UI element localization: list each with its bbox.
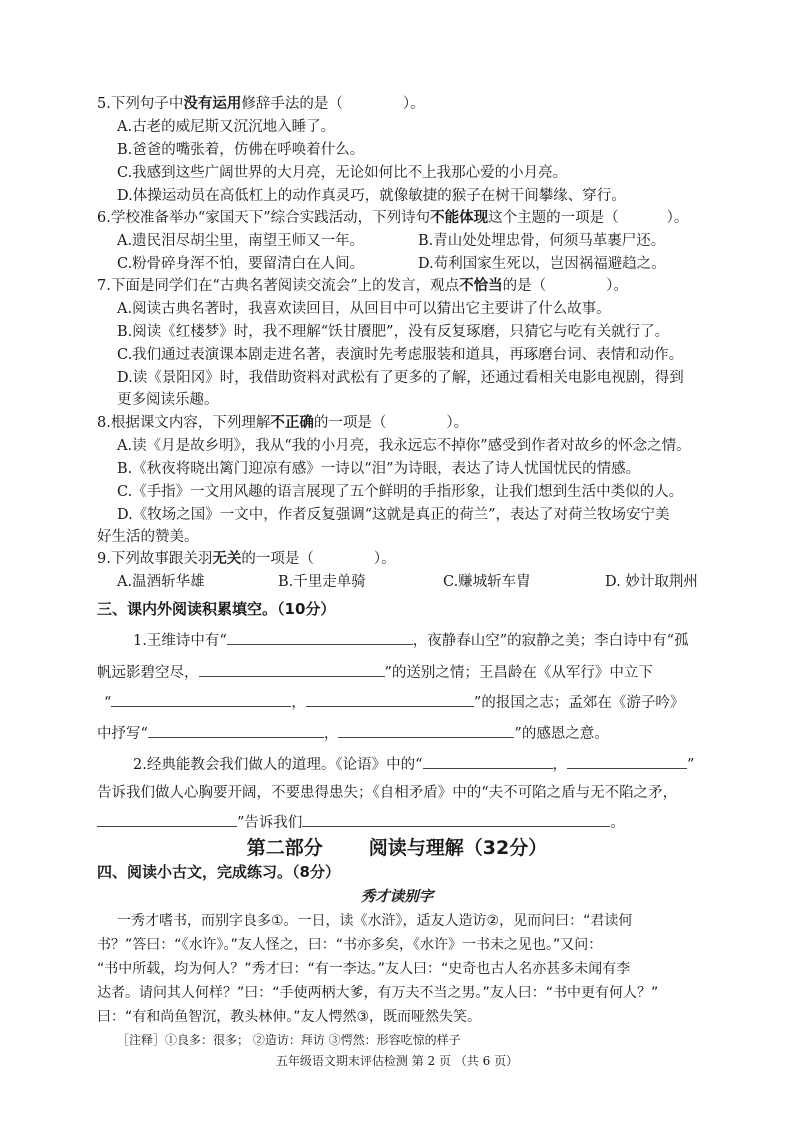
passage-title: 秀才读别字 (360, 889, 434, 905)
q8-end: ）。 (446, 415, 469, 431)
q9-keyword: 无关 (212, 551, 242, 567)
question-5 (97, 94, 425, 114)
fill-1-text-d: ”的送别之情；王昌龄在《从军行》中立下 (384, 665, 653, 681)
fill-2-text-c: ” (687, 757, 695, 773)
q6-keyword: 不能体现 (430, 210, 489, 226)
passage-line-3: “书中所载，均为何人？”秀才曰：“有一李达。”友人曰：“史奇也古人名亦甚多未闻有李 (97, 961, 631, 977)
q8-keyword: 不正确 (270, 415, 314, 431)
fill-1-line-3 (104, 692, 684, 713)
question-9 (97, 549, 396, 569)
fill-1-text-e: “ (104, 695, 112, 711)
fill-1-text-c: 帆远影碧空尽， (97, 665, 199, 681)
passage-line-2: 书？”答曰：“《水许》。”友人怪之，曰：“书亦多矣，《水许》一书未之见也。”又问： (97, 937, 603, 953)
fill-1-text-f: ， (291, 695, 306, 711)
part-2-label: 第二部分 (246, 837, 323, 859)
fill-2-text-b: ， (552, 757, 567, 773)
q9-option-a: A.温酒斩华雄 (117, 574, 205, 590)
passage-line-4: 达者。请问其人何样？”曰：“手使两柄大爹，有万夫不当之男。”友人曰：“书中更有何人？” (97, 985, 659, 1001)
q8-option-c: C.《手指》一文用风趣的语言展现了五个鲜明的手指形象，让我们想到生活中类似的人。 (117, 484, 684, 500)
q7-option-d: D.读《景阳冈》时，我借助资料对武松有了更多的了解，还通过看相关电影电视剧，得到 (117, 370, 684, 386)
q7-prefix: 7.下面是同学们在“古典名著阅读交流会”上的发言，观点 (97, 278, 460, 294)
fill-blank-3[interactable] (111, 692, 291, 707)
fill-2-text-a: 2.经典能教会我们做人的道理。《论语》中的“ (133, 757, 423, 773)
q5-keyword: 没有运用 (183, 96, 242, 112)
fill-1-text-b: ，夜静春山空”的寂静之美；李白诗中有“孤 (412, 633, 689, 649)
fill-1-text-i: ， (323, 726, 339, 742)
part-2-heading (0, 833, 794, 860)
fill-2-line-1 (133, 754, 694, 775)
fill-blank-7[interactable] (423, 754, 553, 769)
q9-option-c: C.赚城斩车胄 (443, 574, 531, 590)
fill-2-text-e: 。 (610, 815, 625, 831)
q6-option-a: A.遗民泪尽胡尘里，南望王师又一年。 (117, 233, 365, 249)
fill-1-text-j: ”的感恩之意。 (514, 726, 609, 742)
q7-end: ）。 (606, 278, 628, 294)
section-4-title: 四、阅读小古文，完成练习。（8分） (97, 863, 340, 881)
q9-option-d: D. 妙计取荆州 (605, 574, 698, 590)
q6-suffix: 这个主题的一项是（ (488, 210, 619, 226)
q9-suffix: 的一项是（ (241, 551, 314, 567)
fill-1-text-g: ”的报国之志；孟郊在《游子吟》 (473, 695, 685, 711)
q5-option-a: A.古老的威尼斯又沉沉地入睡了。 (117, 119, 336, 135)
question-6 (97, 208, 688, 228)
q5-option-d: D.体操运动员在高低杠上的动作真灵巧，就像敏捷的猴子在树干间攀缘、穿行。 (117, 188, 626, 204)
q7-option-d-cont: 更多阅读乐趣。 (117, 392, 219, 408)
q7-keyword: 不恰当 (459, 278, 503, 294)
fill-1-line-4 (97, 723, 609, 744)
q9-option-b: B.千里走单骑 (278, 574, 366, 590)
q9-end: ）。 (373, 551, 396, 567)
fill-blank-10[interactable] (302, 812, 610, 827)
q7-option-a: A.阅读古典名著时，我喜欢读回目，从回目中可以猜出它主要讲了什么故事。 (117, 301, 611, 317)
section-3-title: 三、课内外阅读积累填空。（10分） (97, 600, 336, 618)
fill-blank-1[interactable] (227, 630, 413, 645)
fill-1-line-1 (133, 630, 689, 651)
fill-2-line-3 (97, 812, 625, 833)
q7-option-b: B.阅读《红楼梦》时，我不理解“饫甘餍肥”，没有反复琢磨，只猜它与吃有关就行了。 (117, 324, 670, 340)
q8-option-a: A.读《月是故乡明》，我从“我的小月亮，我永远忘不掉你”感受到作者对故乡的怀念之情。 (117, 438, 691, 454)
page-footer: 五年级语文期末评估检测 第 2 页 （共 6 页） (275, 1054, 519, 1068)
fill-blank-2[interactable] (199, 662, 385, 677)
question-8 (97, 413, 468, 433)
q8-option-d: D.《牧场之国》一文中，作者反复强调“这就是真正的荷兰”，表达了对荷兰牧场安宁美 (117, 507, 670, 523)
q8-suffix: 的一项是（ (313, 415, 387, 431)
part-2-title: 阅读与理解（32分） (368, 837, 548, 859)
q9-prefix: 9.下列故事跟关羽 (97, 551, 213, 567)
fill-blank-6[interactable] (338, 723, 514, 738)
q8-option-b: B.《秋夜将晓出篱门迎凉有感》一诗以“泪”为诗眼，表达了诗人忧国忧民的情感。 (117, 461, 641, 477)
passage-annotation: ［注释］①良多：很多； ②造访：拜访 ③愕然：形容吃惊的样子 (117, 1033, 461, 1047)
q5-prefix: 5.下列句子中 (97, 96, 184, 112)
passage-line-1: 一秀才嗜书，而别字良多①。一日，读《水浒》，适友人造访②，见而问曰：“君读何 (117, 913, 633, 929)
fill-blank-4[interactable] (306, 692, 474, 707)
q6-prefix: 6.学校准备举办“家国天下”综合实践活动，下列诗句 (97, 210, 431, 226)
fill-1-line-2 (97, 662, 653, 683)
passage-line-5: 曰：“有和尚鱼智沉，教头林伸。”友人愕然③，既而哑然失笑。 (97, 1009, 482, 1025)
fill-blank-8[interactable] (567, 754, 687, 769)
q8-option-d-cont: 好生活的赞美。 (97, 529, 199, 545)
q8-prefix: 8.根据课文内容，下列理解 (97, 415, 271, 431)
fill-1-text-h: 中抒写“ (97, 726, 148, 742)
fill-blank-9[interactable] (97, 812, 237, 827)
q6-option-c: C.粉骨碎身浑不怕，要留清白在人间。 (117, 256, 365, 272)
fill-1-text-a: 1.王维诗中有“ (133, 633, 227, 649)
q5-option-c: C.我感到这些广阔世界的大月亮，无论如何比不上我那心爱的小月亮。 (117, 165, 568, 181)
q5-end: ）。 (402, 96, 425, 112)
q6-option-d: D.苟利国家生死以，岂因祸福避趋之。 (418, 256, 666, 272)
q7-suffix: 的是（ (502, 278, 547, 294)
q6-option-b: B.青山处处埋忠骨，何须马革裹尸还。 (418, 233, 666, 249)
question-7 (97, 276, 628, 296)
q5-option-b: B.爸爸的嘴张着，仿佛在呼唤着什么。 (117, 142, 365, 158)
fill-2-text-d: ”告诉我们 (237, 815, 303, 831)
fill-2-line-2: 告诉我们做人心胸要开阔，不要患得患失；《自相矛盾》中的“夫不可陷之盾与无不陷之矛， (97, 785, 678, 801)
q6-end: ）。 (666, 210, 689, 226)
q7-option-c: C.我们通过表演课本剧走进名著，表演时先考虑服装和道具，再琢磨台词、表情和动作。 (117, 347, 684, 363)
q5-suffix: 修辞手法的是（ (241, 96, 343, 112)
fill-blank-5[interactable] (148, 723, 324, 738)
